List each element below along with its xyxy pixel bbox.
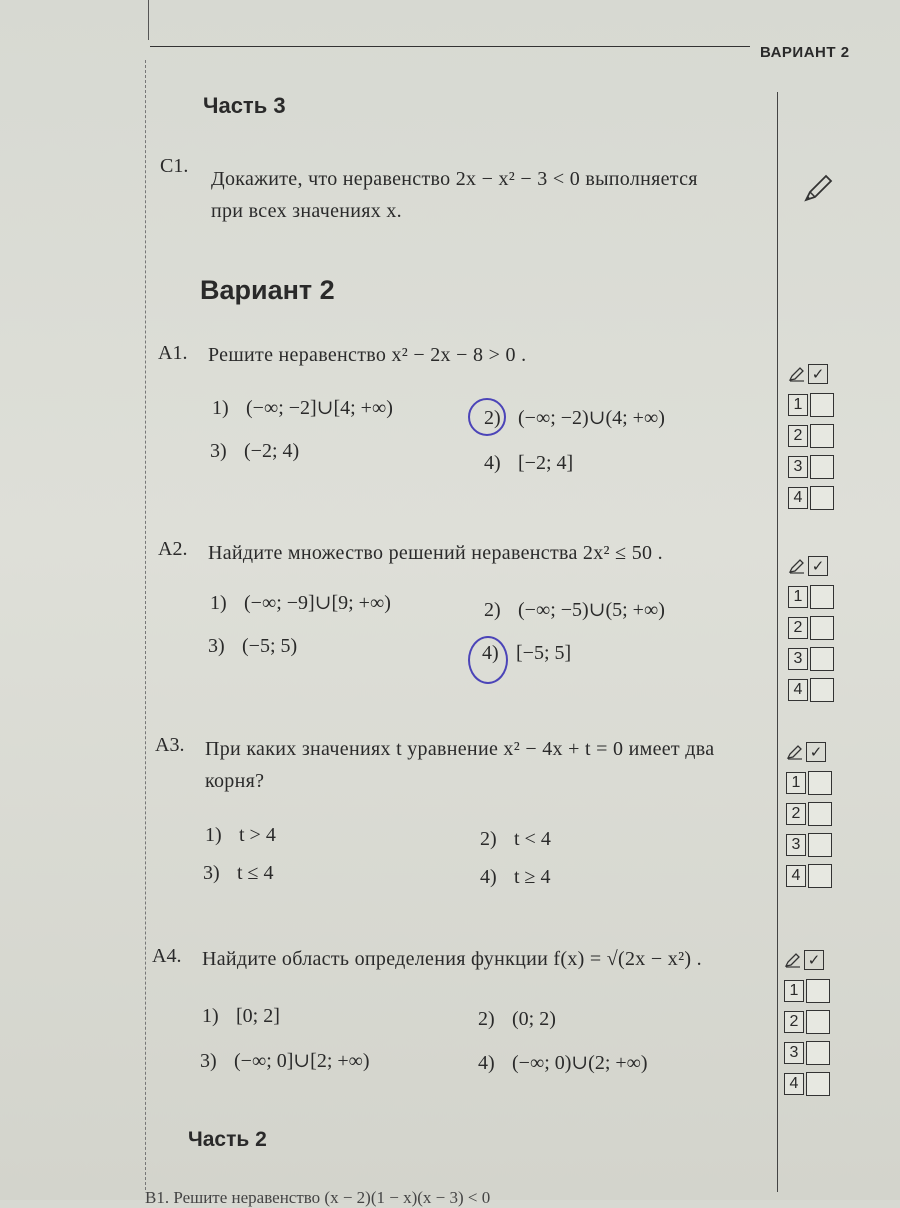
a1-answer-grid xyxy=(788,358,840,513)
answer-box-2[interactable] xyxy=(810,424,834,448)
a1-option-3-value: (−2; 4) xyxy=(244,440,300,462)
answer-box-1[interactable] xyxy=(806,979,830,1003)
answer-digit-1: 1 xyxy=(784,980,804,1002)
a1-option-3-num: 3) xyxy=(210,440,227,462)
answer-digit-1: 1 xyxy=(788,394,808,416)
a2-option-2-value: (−∞; −5)∪(5; +∞) xyxy=(518,599,665,621)
a4-option-2 xyxy=(478,1008,556,1031)
a4-option-4-num: 4) xyxy=(478,1052,495,1074)
answer-box-4[interactable] xyxy=(808,864,832,888)
answer-digit-1: 1 xyxy=(788,586,808,608)
a4-option-3 xyxy=(200,1048,370,1073)
answer-box-3[interactable] xyxy=(806,1041,830,1065)
b1-fragment: B1. Решите неравенство (x − 2)(1 − x)(x − 3) < 0 xyxy=(145,1188,491,1207)
pencil-icon xyxy=(788,557,806,575)
answer-digit-3: 3 xyxy=(788,456,808,478)
a4-option-1-num: 1) xyxy=(202,1005,219,1027)
a2-option-3-num: 3) xyxy=(208,635,225,657)
margin-dashed-line xyxy=(145,60,146,1190)
a2-option-4-value: [−5; 5] xyxy=(516,642,572,664)
a4-number: A4. xyxy=(152,945,182,967)
a2-circled-answer xyxy=(468,636,508,684)
pencil-icon xyxy=(784,951,802,969)
a4-option-4 xyxy=(478,1050,648,1075)
a4-text: Найдите область определения функции f(x) = √(2x − x²) . xyxy=(202,948,702,970)
a3-option-3 xyxy=(203,862,274,885)
answer-box-2[interactable] xyxy=(810,616,834,640)
variant-header-label: ВАРИАНТ 2 xyxy=(760,44,850,61)
a1-option-2-num: 2) xyxy=(484,407,501,429)
a2-option-2-num: 2) xyxy=(484,599,501,621)
a2-option-2 xyxy=(484,597,665,622)
check-box[interactable]: ✓ xyxy=(808,556,828,576)
a3-option-1 xyxy=(205,824,276,847)
a4-option-3-num: 3) xyxy=(200,1050,217,1072)
a1-option-4-num: 4) xyxy=(484,452,501,474)
pencil-icon xyxy=(786,743,804,761)
c1-text-line2: при всех значениях x. xyxy=(211,200,402,222)
a3-option-4-num: 4) xyxy=(480,866,497,888)
a2-option-1-value: (−∞; −9]∪[9; +∞) xyxy=(244,592,391,614)
a1-option-4 xyxy=(484,452,573,475)
answer-digit-1: 1 xyxy=(786,772,806,794)
answer-digit-3: 3 xyxy=(786,834,806,856)
pencil-icon xyxy=(788,365,806,383)
answer-box-1[interactable] xyxy=(808,771,832,795)
answer-digit-2: 2 xyxy=(784,1011,804,1033)
answer-digit-2: 2 xyxy=(786,803,806,825)
answer-digit-4: 4 xyxy=(784,1073,804,1095)
a4-option-4-value: (−∞; 0)∪(2; +∞) xyxy=(512,1052,648,1074)
a2-option-3-value: (−5; 5) xyxy=(242,635,298,657)
answer-digit-4: 4 xyxy=(786,865,806,887)
answer-box-3[interactable] xyxy=(808,833,832,857)
a2-option-1 xyxy=(210,590,391,615)
answer-box-2[interactable] xyxy=(808,802,832,826)
a4-option-2-value: (0; 2) xyxy=(512,1008,556,1030)
a3-option-1-num: 1) xyxy=(205,824,222,846)
a3-option-1-value: t > 4 xyxy=(239,824,276,846)
a3-option-4-value: t ≥ 4 xyxy=(514,866,551,888)
a4-option-1-value: [0; 2] xyxy=(236,1005,280,1027)
a3-answer-grid xyxy=(786,736,838,891)
answer-box-1[interactable] xyxy=(810,393,834,417)
a1-option-1-value: (−∞; −2]∪[4; +∞) xyxy=(246,397,393,419)
answer-box-4[interactable] xyxy=(810,678,834,702)
answer-digit-4: 4 xyxy=(788,487,808,509)
answer-box-2[interactable] xyxy=(806,1010,830,1034)
answer-digit-2: 2 xyxy=(788,425,808,447)
a2-number: A2. xyxy=(158,538,188,560)
answer-box-4[interactable] xyxy=(806,1072,830,1096)
answer-box-4[interactable] xyxy=(810,486,834,510)
a1-option-4-value: [−2; 4] xyxy=(518,452,574,474)
a4-option-3-value: (−∞; 0]∪[2; +∞) xyxy=(234,1050,370,1072)
check-box[interactable]: ✓ xyxy=(808,364,828,384)
answer-box-3[interactable] xyxy=(810,455,834,479)
a3-option-3-value: t ≤ 4 xyxy=(237,862,274,884)
a3-option-2-value: t < 4 xyxy=(514,828,551,850)
a3-option-4 xyxy=(480,866,551,889)
a2-option-3 xyxy=(208,635,297,658)
a3-text-line1: При каких значениях t уравнение x² − 4x + t = 0 имеет два xyxy=(205,738,715,760)
a4-answer-grid xyxy=(784,944,836,1099)
a3-option-2 xyxy=(480,828,551,851)
answer-box-3[interactable] xyxy=(810,647,834,671)
a1-option-3 xyxy=(210,440,299,463)
a1-option-1 xyxy=(212,395,393,420)
a1-circled-answer xyxy=(468,398,506,436)
a2-option-4-num: 4) xyxy=(482,642,499,664)
a4-option-2-num: 2) xyxy=(478,1008,495,1030)
part2-title: Часть 2 xyxy=(188,1128,267,1151)
a3-number: A3. xyxy=(155,734,185,756)
answer-box-1[interactable] xyxy=(810,585,834,609)
a2-option-1-num: 1) xyxy=(210,592,227,614)
answer-digit-3: 3 xyxy=(784,1042,804,1064)
answer-digit-2: 2 xyxy=(788,617,808,639)
pencil-icon xyxy=(800,170,836,206)
a1-option-1-num: 1) xyxy=(212,397,229,419)
top-left-rule xyxy=(148,0,149,40)
answer-digit-3: 3 xyxy=(788,648,808,670)
part3-title: Часть 3 xyxy=(203,93,286,118)
c1-text-line1: Докажите, что неравенство 2x − x² − 3 < 0 выполняется xyxy=(211,168,698,190)
a3-option-2-num: 2) xyxy=(480,828,497,850)
a4-option-1 xyxy=(202,1005,280,1028)
answer-column-rule xyxy=(777,92,778,1192)
variant-title: Вариант 2 xyxy=(200,275,335,305)
check-box[interactable]: ✓ xyxy=(806,742,826,762)
a2-answer-grid xyxy=(788,550,840,705)
a1-text: Решите неравенство x² − 2x − 8 > 0 . xyxy=(208,344,527,366)
a3-option-3-num: 3) xyxy=(203,862,220,884)
a1-option-2 xyxy=(484,405,665,430)
a2-text: Найдите множество решений неравенства 2x² ≤ 50 . xyxy=(208,542,663,564)
answer-digit-4: 4 xyxy=(788,679,808,701)
a1-option-2-value: (−∞; −2)∪(4; +∞) xyxy=(518,407,665,429)
a1-number: A1. xyxy=(158,342,188,364)
a3-text-line2: корня? xyxy=(205,770,265,792)
check-box[interactable]: ✓ xyxy=(804,950,824,970)
top-rule xyxy=(150,46,750,47)
c1-number: C1. xyxy=(160,155,189,177)
